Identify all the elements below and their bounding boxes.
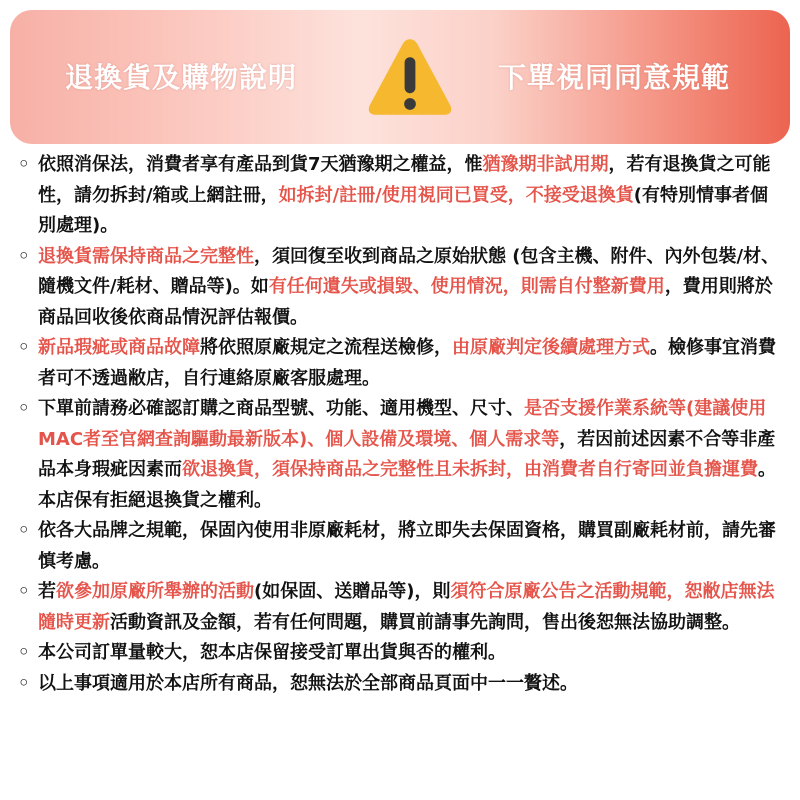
bullet-icon: ◦ [18, 245, 30, 267]
policy-text: 活動資訊及金額，若有任何問題，購買前請事先詢問，售出後恕無法協助調整。 [110, 611, 740, 633]
policy-highlight-text: 如拆封/註冊/使用視同已買受，不接受退換貨 [278, 184, 634, 206]
policy-text: 下單前請務必確認訂購之商品型號、功能、適用機型、尺寸、 [38, 398, 524, 419]
policy-text: (有特別情事者個別處理)。 [38, 184, 768, 236]
policy-text: ，若因前述因素不合等非產品本身瑕疵因素而 [38, 428, 776, 480]
bullet-icon: ◦ [18, 581, 30, 602]
policy-text: 。本店保有拒絕退換貨之權利。 [38, 459, 776, 511]
policy-highlight-text: 是否支援作業系統等(建議使用MAC者至官網查詢驅動最新版本)、個人設備及環境、個人需求等 [38, 398, 767, 450]
policy-text: 將依照原廠規定之流程送檢修， [200, 337, 452, 358]
policy-text: 依各大品牌之規範，保固內使用非原廠耗材，將立即失去保固資格，購買副廠耗材前，請先審慎考慮。 [38, 520, 776, 572]
policy-text: ，須回復至收到商品之原始狀態 (包含主機、附件、內外包裝/材、隨機文件/耗材、贈品等)。如 [38, 245, 780, 297]
banner-title-return-policy: 退換貨及購物說明 [65, 61, 298, 94]
policy-text: 若 [38, 581, 56, 602]
banner-title-order-agreement: 下單視同同意規範 [498, 61, 731, 94]
policy-item [10, 516, 785, 577]
bullet-icon: ◦ [18, 642, 30, 663]
policy-text: ，若有退換貨之可能性，請勿拆封/箱或上網註冊， [38, 154, 771, 206]
policy-highlight-text: 猶豫期非試用期 [482, 154, 609, 175]
policy-text: 依照消保法，消費者享有產品到貨7天猶豫期之權益，惟 [38, 154, 483, 175]
policy-text: ，費用則將於商品回收後依商品情況評估報價。 [38, 276, 773, 328]
policy-highlight-text: 欲參加原廠所舉辦的活動 [56, 581, 254, 602]
policy-item [10, 638, 785, 669]
bullet-icon: ◦ [18, 337, 30, 358]
bullet-icon: ◦ [18, 154, 30, 175]
policy-item [10, 150, 785, 242]
policy-text: (如保固、送贈品等)，則 [254, 581, 451, 602]
bullet-icon: ◦ [18, 520, 30, 541]
policy-highlight-text: 新品瑕疵或商品故障 [38, 337, 200, 358]
policy-text: 本公司訂單量較大，恕本店保留接受訂單出貨與否的權利。 [38, 642, 506, 663]
policy-highlight-text: 由原廠判定後續處理方式 [452, 337, 650, 358]
policy-item [10, 669, 785, 700]
policy-text: 以上事項適用於本店所有商品，恕無法於全部商品頁面中一一贅述。 [38, 672, 578, 694]
warning-triangle-icon [365, 32, 455, 122]
policy-highlight-text: 有任何遺失或損毀、使用情況，則需自付整新費用 [268, 276, 665, 297]
header-banner [10, 10, 790, 144]
bullet-icon: ◦ [18, 672, 30, 694]
policy-item [10, 242, 785, 334]
bullet-icon: ◦ [18, 398, 30, 419]
policy-list [10, 150, 785, 699]
policy-highlight-text: 欲退換貨，須保持商品之完整性且未拆封，由消費者自行寄回並負擔運費 [182, 459, 758, 480]
policy-item [10, 333, 785, 394]
policy-text: 。檢修事宜消費者可不透過敝店，自行連絡原廠客服處理。 [38, 337, 776, 389]
policy-highlight-text: 須符合原廠公告之活動規範，恕敝店無法隨時更新 [38, 581, 775, 633]
policy-highlight-text: 退換貨需保持商品之完整性 [38, 245, 254, 267]
policy-item [10, 394, 785, 516]
policy-item [10, 577, 785, 638]
